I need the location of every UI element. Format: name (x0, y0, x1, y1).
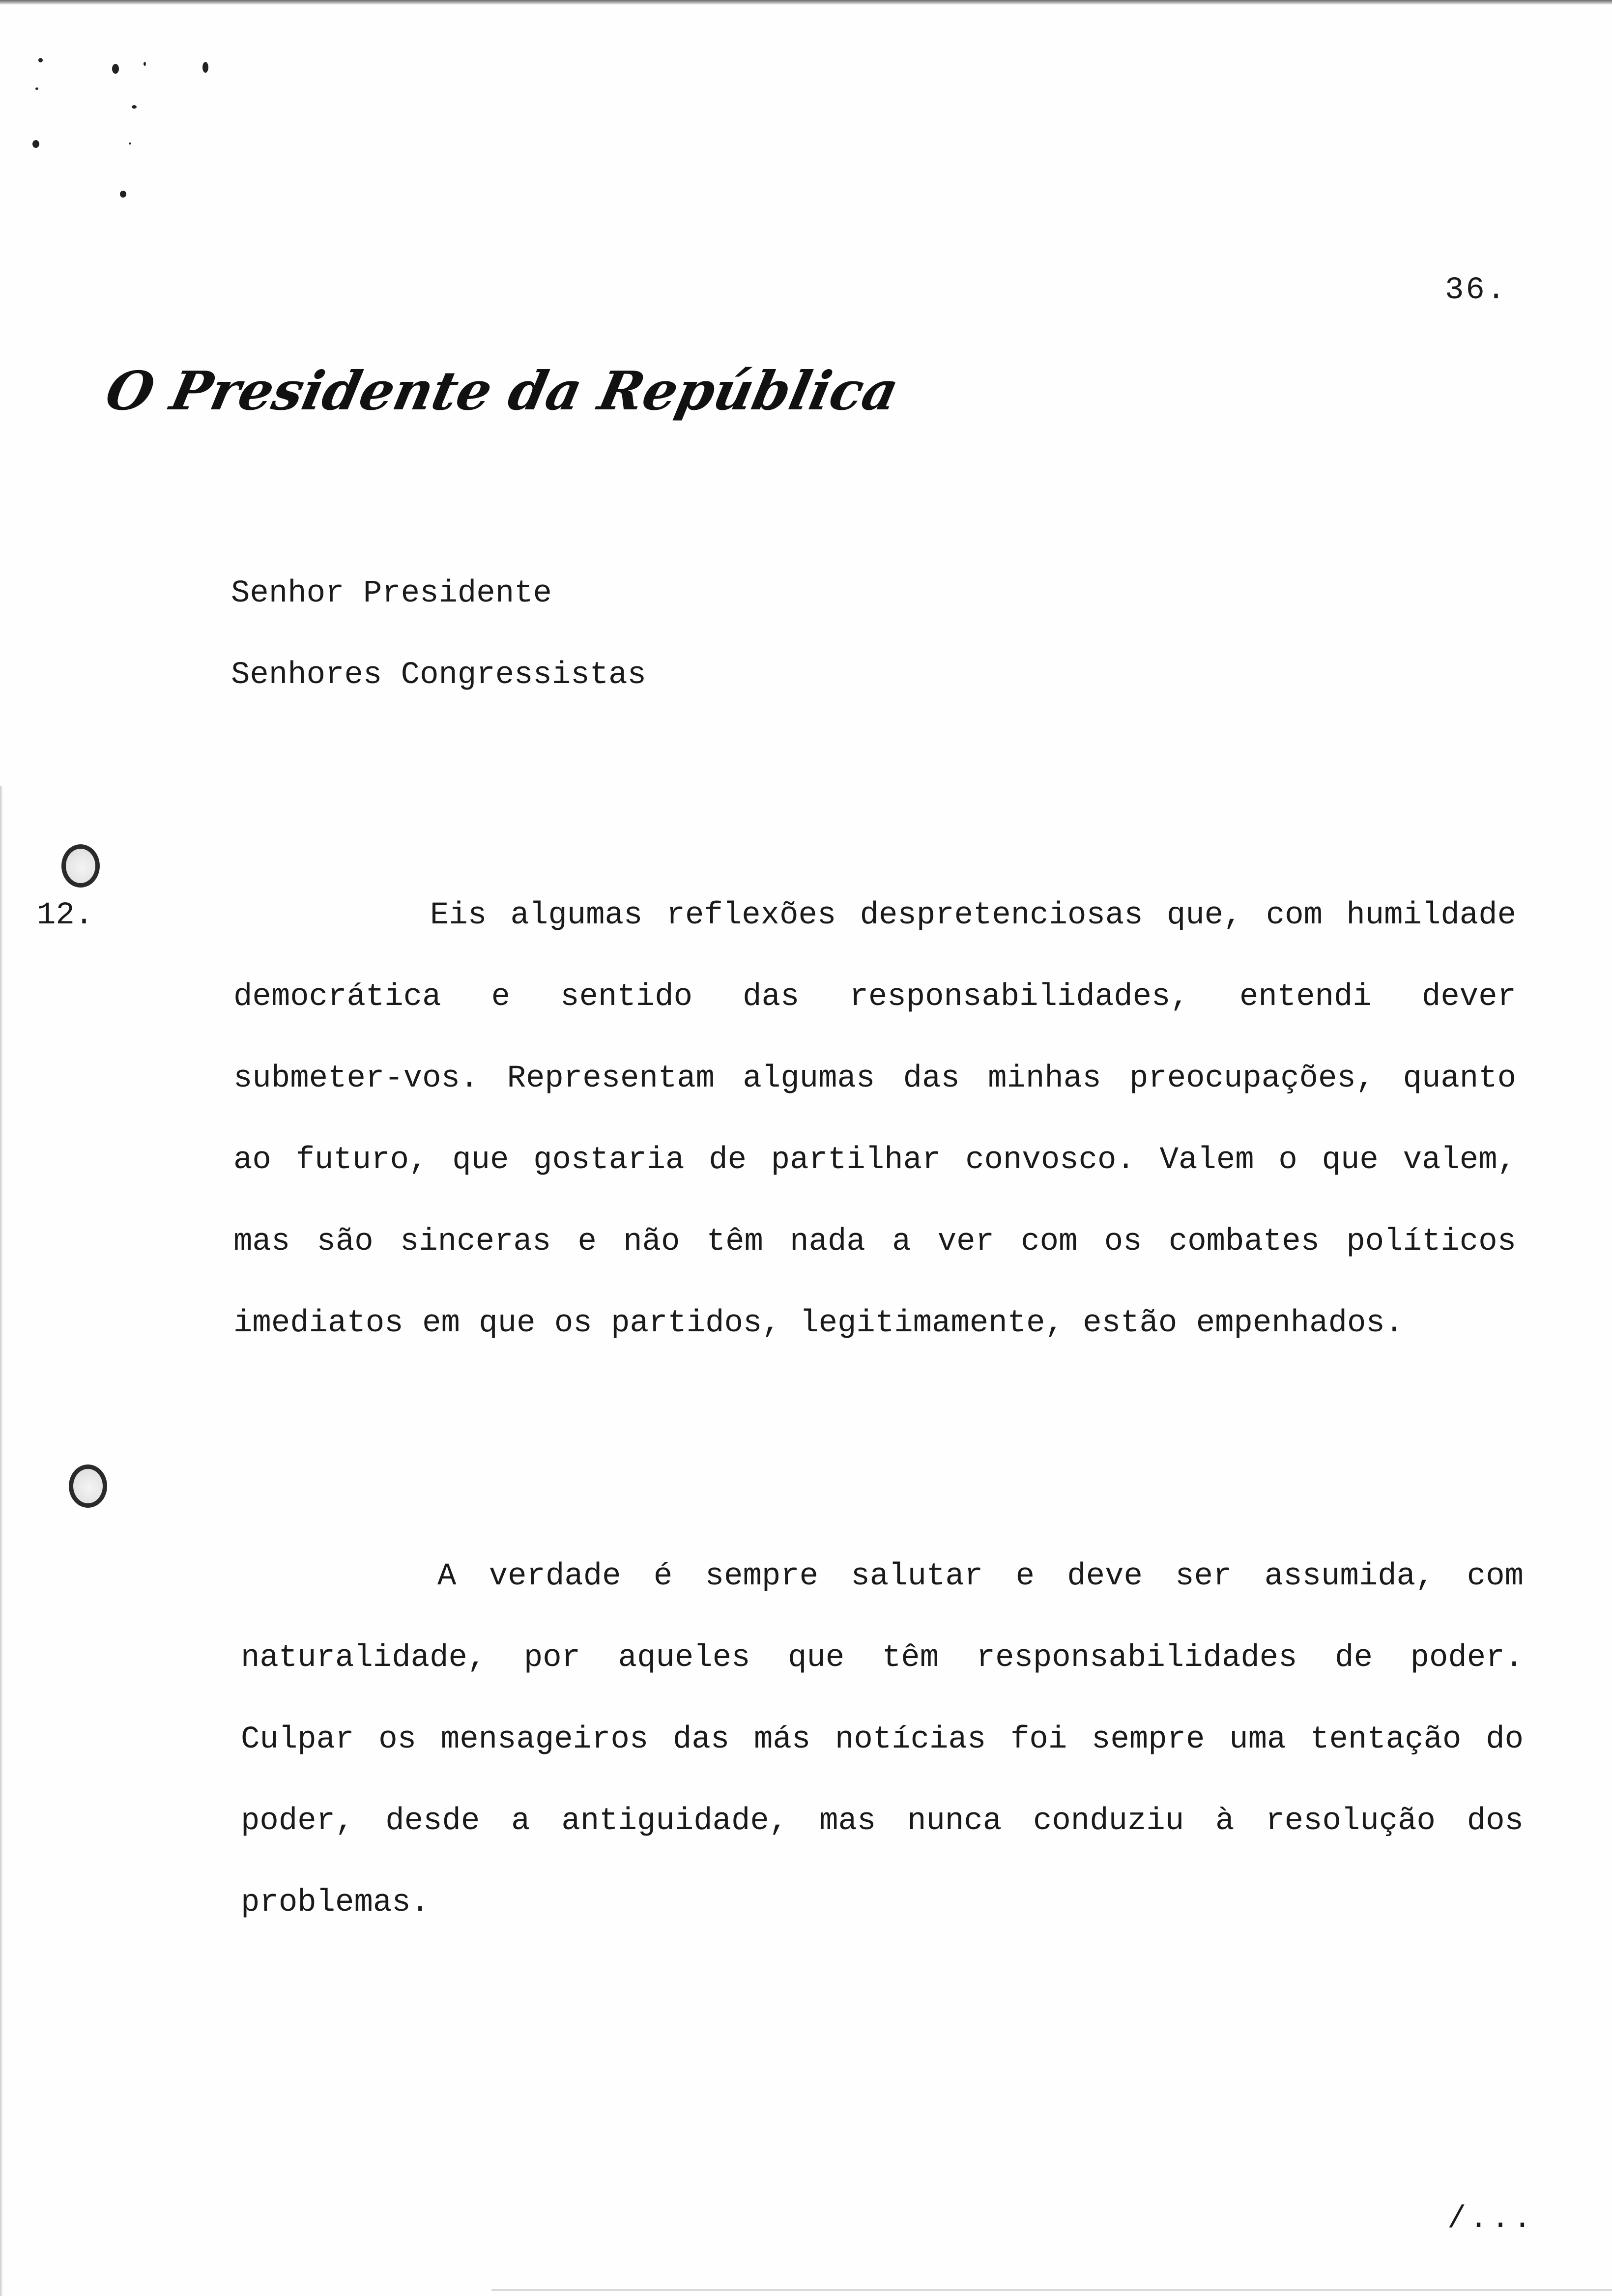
paragraph-text: Eis algumas reflexões despretenciosas que, com humildade democrática e sentido das responsabilidades, entendi dever submeter-vos. Representam algumas das minhas preocupações, quanto ao futuro, que gostaria de partilhar convosco. Valem o que valem, mas são sinceras e não têm nada a ver com os combates políticos imediatos em que os partidos, legitimamente, estão empenhados. (233, 898, 1516, 1341)
salutation-line-2: Senhores Congressistas (231, 658, 646, 693)
scan-top-edge (0, 0, 1612, 5)
scan-speck (32, 140, 39, 148)
paragraph-verdade (241, 1536, 1524, 1944)
salutation-line-1: Senhor Presidente (231, 576, 552, 611)
scan-bottom-edge (491, 2289, 1612, 2291)
scan-speck (112, 64, 119, 74)
scan-speck (35, 87, 38, 90)
letterhead-script-image (100, 351, 904, 435)
scan-speck (202, 62, 208, 73)
letterhead-text: O Presidente da República (100, 359, 904, 422)
scan-speck (38, 58, 43, 62)
paragraph-number: 12. (37, 898, 94, 933)
scan-left-edge (0, 786, 3, 2296)
binder-hole (69, 1464, 107, 1508)
paragraph-12 (37, 875, 1516, 1364)
presidential-letterhead (100, 351, 904, 435)
paragraph-text: A verdade é sempre salutar e deve ser assumida, com naturalidade, por aqueles que têm responsabilidades de poder. Culpar os mensageiros das más notícias foi sempre uma tentação do poder, desde a antiguidade, mas nunca conduziu à resolução dos problemas. (241, 1559, 1524, 1921)
scan-speck (129, 143, 131, 144)
page-number: 36. (1445, 273, 1508, 308)
scan-speck (120, 191, 126, 198)
continuation-mark: /... (1447, 2202, 1535, 2237)
scan-speck (144, 62, 146, 66)
scan-speck (132, 105, 137, 109)
